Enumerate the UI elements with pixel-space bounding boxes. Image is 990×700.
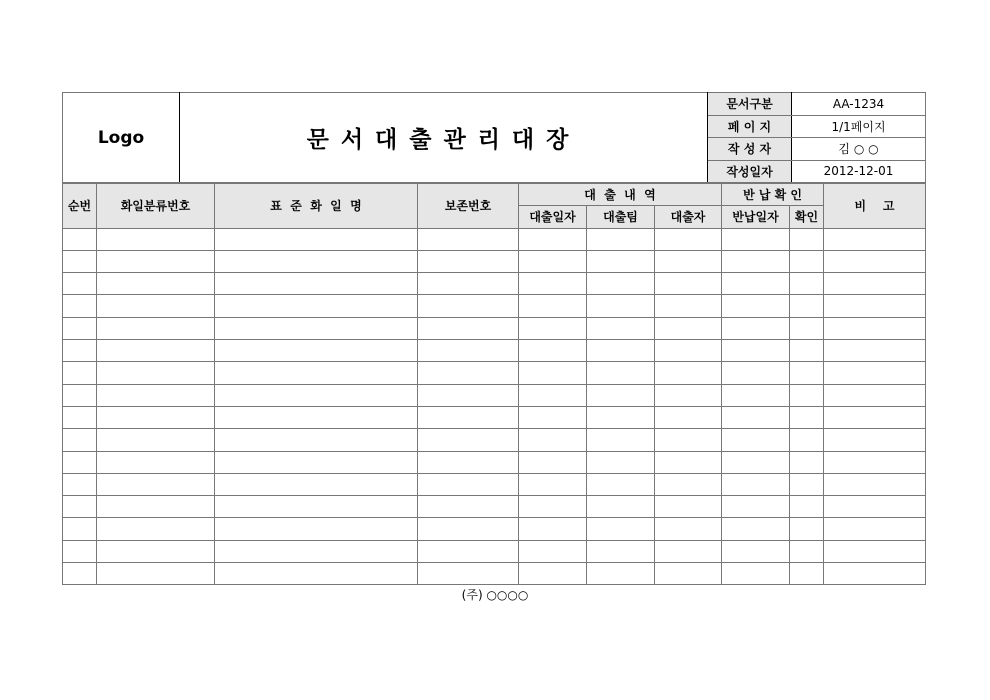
table-cell[interactable]	[824, 496, 926, 518]
table-cell[interactable]	[97, 540, 215, 562]
col-header-loan-team: 대출팀	[587, 206, 655, 228]
table-cell[interactable]	[790, 406, 824, 428]
table-cell[interactable]	[722, 273, 790, 295]
table-cell[interactable]	[215, 473, 418, 495]
table-cell[interactable]	[824, 317, 926, 339]
table-cell[interactable]	[722, 250, 790, 272]
table-cell[interactable]	[722, 496, 790, 518]
page-title: 문서대출관리대장	[180, 93, 708, 183]
table-cell[interactable]	[587, 250, 655, 272]
table-cell[interactable]	[722, 362, 790, 384]
meta-value-author: 김 ○ ○	[792, 138, 926, 161]
table-cell[interactable]	[519, 317, 587, 339]
footer-company: (주) ○○○○	[461, 588, 529, 602]
table-cell[interactable]	[97, 518, 215, 540]
table-cell[interactable]	[418, 406, 519, 428]
table-row	[63, 429, 926, 451]
table-cell[interactable]	[519, 228, 587, 250]
table-cell[interactable]	[587, 563, 655, 585]
table-cell[interactable]	[824, 273, 926, 295]
table-cell[interactable]	[97, 228, 215, 250]
table-cell[interactable]	[824, 250, 926, 272]
table-cell[interactable]	[722, 406, 790, 428]
table-cell[interactable]	[824, 451, 926, 473]
table-row	[63, 563, 926, 585]
table-cell[interactable]	[215, 563, 418, 585]
table-cell[interactable]	[655, 340, 722, 362]
table-cell[interactable]	[97, 340, 215, 362]
table-cell[interactable]	[97, 451, 215, 473]
table-cell[interactable]	[824, 340, 926, 362]
table-cell[interactable]	[63, 317, 97, 339]
table-cell[interactable]	[790, 384, 824, 406]
col-header-loan-group: 대 출 내 역	[519, 184, 722, 206]
table-cell[interactable]	[63, 295, 97, 317]
table-cell[interactable]	[97, 362, 215, 384]
table-cell[interactable]	[63, 518, 97, 540]
table-cell[interactable]	[418, 496, 519, 518]
table-row	[63, 250, 926, 272]
table-cell[interactable]	[63, 362, 97, 384]
table-cell[interactable]	[418, 451, 519, 473]
table-cell[interactable]	[790, 228, 824, 250]
table-cell[interactable]	[63, 228, 97, 250]
table-cell[interactable]	[722, 429, 790, 451]
table-cell[interactable]	[655, 250, 722, 272]
table-cell[interactable]	[215, 340, 418, 362]
table-cell[interactable]	[215, 362, 418, 384]
table-cell[interactable]	[587, 384, 655, 406]
table-cell[interactable]	[790, 317, 824, 339]
table-cell[interactable]	[63, 473, 97, 495]
table-cell[interactable]	[790, 273, 824, 295]
table-cell[interactable]	[824, 429, 926, 451]
loan-register-table	[62, 183, 926, 585]
table-cell[interactable]	[418, 429, 519, 451]
table-cell[interactable]	[722, 473, 790, 495]
table-row	[63, 273, 926, 295]
table-cell[interactable]	[824, 473, 926, 495]
table-row	[63, 518, 926, 540]
meta-value-date: 2012-12-01	[792, 160, 926, 183]
col-header-return-date: 반납일자	[722, 206, 790, 228]
table-cell[interactable]	[722, 340, 790, 362]
table-row	[63, 406, 926, 428]
table-cell[interactable]	[215, 496, 418, 518]
table-cell[interactable]	[215, 518, 418, 540]
header-block	[62, 92, 926, 183]
table-cell[interactable]	[215, 295, 418, 317]
table-cell[interactable]	[63, 384, 97, 406]
table-cell[interactable]	[418, 340, 519, 362]
table-cell[interactable]	[824, 362, 926, 384]
table-cell[interactable]	[97, 250, 215, 272]
table-cell[interactable]	[418, 563, 519, 585]
table-cell[interactable]	[519, 273, 587, 295]
table-row	[63, 228, 926, 250]
table-row	[63, 317, 926, 339]
table-cell[interactable]	[215, 451, 418, 473]
table-cell[interactable]	[587, 473, 655, 495]
table-cell[interactable]	[790, 563, 824, 585]
table-cell[interactable]	[519, 540, 587, 562]
table-cell[interactable]	[655, 518, 722, 540]
table-cell[interactable]	[418, 273, 519, 295]
table-cell[interactable]	[655, 451, 722, 473]
col-header-loan-date: 대출일자	[519, 206, 587, 228]
table-cell[interactable]	[655, 496, 722, 518]
table-cell[interactable]	[587, 295, 655, 317]
table-cell[interactable]	[519, 563, 587, 585]
table-cell[interactable]	[215, 228, 418, 250]
table-cell[interactable]	[519, 250, 587, 272]
col-header-borrower: 대출자	[655, 206, 722, 228]
table-cell[interactable]	[63, 429, 97, 451]
table-cell[interactable]	[418, 228, 519, 250]
table-cell[interactable]	[97, 317, 215, 339]
table-cell[interactable]	[97, 384, 215, 406]
col-header-standard-name: 표 준 화 일 명	[215, 184, 418, 229]
table-cell[interactable]	[824, 295, 926, 317]
table-cell[interactable]	[790, 540, 824, 562]
table-row	[63, 340, 926, 362]
table-cell[interactable]	[63, 540, 97, 562]
table-cell[interactable]	[215, 273, 418, 295]
table-cell[interactable]	[722, 451, 790, 473]
table-cell[interactable]	[418, 295, 519, 317]
table-cell[interactable]	[519, 406, 587, 428]
table-cell[interactable]	[418, 250, 519, 272]
table-cell[interactable]	[97, 295, 215, 317]
table-cell[interactable]	[215, 250, 418, 272]
table-cell[interactable]	[587, 273, 655, 295]
table-cell[interactable]	[215, 540, 418, 562]
table-cell[interactable]	[722, 518, 790, 540]
table-cell[interactable]	[790, 340, 824, 362]
table-cell[interactable]	[519, 473, 587, 495]
table-cell[interactable]	[63, 250, 97, 272]
table-cell[interactable]	[519, 429, 587, 451]
table-cell[interactable]	[824, 384, 926, 406]
table-cell[interactable]	[824, 406, 926, 428]
col-header-seq: 순번	[63, 184, 97, 229]
table-cell[interactable]	[519, 451, 587, 473]
table-cell[interactable]	[587, 451, 655, 473]
table-cell[interactable]	[587, 406, 655, 428]
table-cell[interactable]	[63, 340, 97, 362]
logo: Logo	[63, 93, 180, 183]
table-cell[interactable]	[824, 228, 926, 250]
table-cell[interactable]	[790, 451, 824, 473]
table-cell[interactable]	[722, 295, 790, 317]
table-cell[interactable]	[418, 473, 519, 495]
table-cell[interactable]	[215, 384, 418, 406]
table-cell[interactable]	[418, 317, 519, 339]
meta-label-doc-type: 문서구분	[708, 93, 792, 116]
table-row	[63, 362, 926, 384]
table-row	[63, 384, 926, 406]
table-cell[interactable]	[655, 406, 722, 428]
table-cell[interactable]	[655, 540, 722, 562]
table-cell[interactable]	[722, 228, 790, 250]
col-header-file-class: 화일분류번호	[97, 184, 215, 229]
table-cell[interactable]	[790, 362, 824, 384]
table-cell[interactable]	[215, 317, 418, 339]
table-cell[interactable]	[519, 295, 587, 317]
col-header-confirm: 확인	[790, 206, 824, 228]
table-cell[interactable]	[97, 273, 215, 295]
table-cell[interactable]	[63, 563, 97, 585]
table-cell[interactable]	[655, 362, 722, 384]
table-cell[interactable]	[655, 384, 722, 406]
table-cell[interactable]	[790, 250, 824, 272]
meta-value-doc-type: AA-1234	[792, 93, 926, 116]
table-cell[interactable]	[722, 563, 790, 585]
table-row	[63, 295, 926, 317]
document-form	[62, 92, 926, 585]
table-cell[interactable]	[63, 496, 97, 518]
table-cell[interactable]	[97, 473, 215, 495]
table-row	[63, 451, 926, 473]
meta-label-page: 페 이 지	[708, 115, 792, 138]
table-row	[63, 496, 926, 518]
table-cell[interactable]	[824, 518, 926, 540]
table-row	[63, 473, 926, 495]
table-cell[interactable]	[587, 362, 655, 384]
table-row	[63, 540, 926, 562]
table-cell[interactable]	[655, 228, 722, 250]
table-cell[interactable]	[519, 496, 587, 518]
table-cell[interactable]	[97, 563, 215, 585]
table-cell[interactable]	[63, 273, 97, 295]
table-cell[interactable]	[790, 295, 824, 317]
table-cell[interactable]	[655, 563, 722, 585]
table-cell[interactable]	[790, 429, 824, 451]
table-cell[interactable]	[63, 406, 97, 428]
meta-value-page: 1/1페이지	[792, 115, 926, 138]
table-cell[interactable]	[722, 540, 790, 562]
table-cell[interactable]	[519, 340, 587, 362]
col-header-remarks: 비 고	[824, 184, 926, 229]
table-cell[interactable]	[790, 496, 824, 518]
table-cell[interactable]	[418, 540, 519, 562]
table-cell[interactable]	[655, 317, 722, 339]
table-cell[interactable]	[722, 384, 790, 406]
table-cell[interactable]	[587, 317, 655, 339]
table-cell[interactable]	[587, 496, 655, 518]
table-cell[interactable]	[519, 362, 587, 384]
table-cell[interactable]	[587, 540, 655, 562]
table-cell[interactable]	[587, 228, 655, 250]
meta-label-author: 작 성 자	[708, 138, 792, 161]
table-cell[interactable]	[655, 295, 722, 317]
table-cell[interactable]	[655, 273, 722, 295]
table-cell[interactable]	[824, 563, 926, 585]
table-cell[interactable]	[519, 518, 587, 540]
table-cell[interactable]	[655, 473, 722, 495]
table-cell[interactable]	[790, 473, 824, 495]
col-header-preserve-no: 보존번호	[418, 184, 519, 229]
table-cell[interactable]	[418, 518, 519, 540]
table-cell[interactable]	[790, 518, 824, 540]
col-header-return-group: 반 납 확 인	[722, 184, 824, 206]
table-cell[interactable]	[418, 362, 519, 384]
table-cell[interactable]	[63, 451, 97, 473]
table-cell[interactable]	[97, 496, 215, 518]
table-cell[interactable]	[215, 429, 418, 451]
table-cell[interactable]	[587, 518, 655, 540]
table-cell[interactable]	[97, 406, 215, 428]
meta-label-date: 작성일자	[708, 160, 792, 183]
table-cell[interactable]	[655, 429, 722, 451]
table-cell[interactable]	[418, 384, 519, 406]
table-cell[interactable]	[587, 429, 655, 451]
table-cell[interactable]	[519, 384, 587, 406]
table-cell[interactable]	[722, 317, 790, 339]
table-cell[interactable]	[97, 429, 215, 451]
table-cell[interactable]	[215, 406, 418, 428]
table-cell[interactable]	[824, 540, 926, 562]
table-cell[interactable]	[587, 340, 655, 362]
